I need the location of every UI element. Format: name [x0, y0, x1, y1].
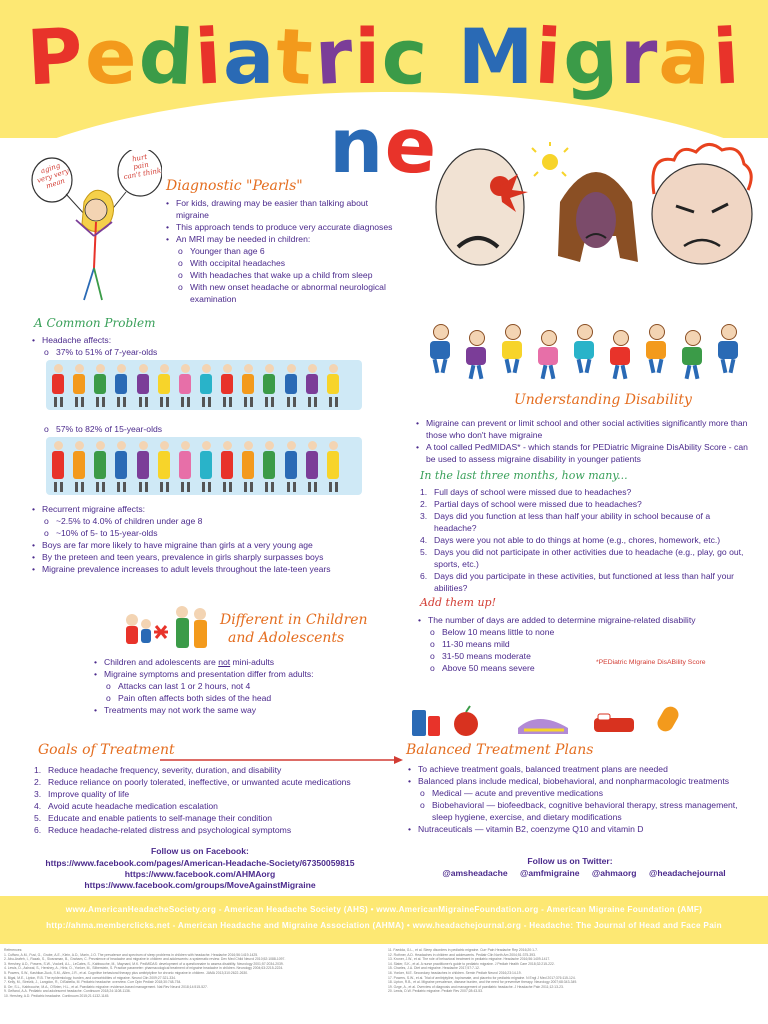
common-stat-7yo: o 37% to 51% of 7-year-olds — [30, 346, 370, 358]
playing-kid — [718, 324, 740, 378]
kid-figure — [285, 364, 299, 406]
list-item: • Migraine can prevent or limit school and other social activities significantly more than those who don't have migraine — [414, 417, 754, 441]
numbered-item: 4. Avoid acute headache medication escalation — [34, 800, 394, 812]
twitter-handle[interactable]: @ahmaorg — [591, 868, 649, 878]
reference-line: 14. Slater, S.K., et al. A nurse practitioner's guide to pediatric migraine. J Pediatr Health Care 2018;32:215-222. — [388, 961, 555, 966]
kids-playing-illustration — [430, 324, 760, 384]
list-item: • This approach tends to produce very accurate diagnoses — [164, 221, 400, 233]
playing-kid — [610, 330, 632, 384]
title-letter: M — [457, 12, 536, 101]
kid-figure — [306, 364, 320, 406]
list-item: o ~2.5% to 4.0% of children under age 8 — [30, 515, 380, 527]
kid-figure — [306, 441, 320, 491]
reference-line: 8. Orr, S.L., Kabbouche, M.A., O'Brien, H.L., et al. Paediatric migraine: evidence-based management. Nat Rev Neurol 2018;14:515-527. — [4, 984, 208, 989]
diagnostic-title: Diagnostic "Pearls" — [166, 178, 303, 194]
different-list — [92, 656, 392, 716]
kid-figure — [285, 441, 299, 491]
twitter-handle[interactable]: @headachejournal — [648, 868, 726, 878]
title-letter: c — [379, 10, 432, 103]
facebook-link[interactable]: https://www.facebook.com/pages/American-Headache-Society/67350059815 — [45, 858, 355, 868]
references-left — [4, 948, 378, 999]
kid-figure — [137, 441, 151, 491]
list-item: o Younger than age 6 — [164, 245, 400, 257]
kids-group-15yo-illustration — [46, 437, 362, 495]
list-item: • Nutraceuticals — vitamin B2, coenzyme Q10 and vitamin D — [406, 823, 758, 835]
kid-figure — [179, 364, 193, 406]
kid-figure — [52, 364, 66, 406]
kid-figure — [94, 364, 108, 406]
kid-figure — [73, 364, 87, 406]
playing-kid — [466, 330, 488, 384]
playing-kid — [574, 324, 596, 378]
twitter-handle[interactable]: @amsheadache — [442, 868, 520, 878]
list-item: o ~10% of 5- to 15-year-olds — [30, 527, 380, 539]
reference-line: References: — [4, 948, 23, 952]
common-stat-15yo: o 57% to 82% of 15-year-olds — [30, 423, 370, 435]
reference-line: 11. Faedda, G.L., et al. Sleep disorders in pediatric migraine. Curr Pain Headache Rep 2016;20:1-7. — [388, 948, 538, 952]
title-letter: a — [657, 10, 715, 103]
title-letter: e — [382, 99, 442, 192]
title-letter: i — [710, 11, 743, 102]
bubble-left-text: aging very very mean — [36, 161, 70, 191]
kid-figure — [73, 441, 87, 491]
kid-figure — [158, 441, 172, 491]
balanced-title: Balanced Treatment Plans — [406, 742, 594, 758]
reference-line: 12. Rothner, A.D. Headaches in children and adolescents. Pediatr Clin North Am 2004;51:375-393. — [388, 952, 536, 957]
child-vs-adult-illustration — [120, 604, 214, 656]
title-letter: r — [619, 12, 660, 101]
kid-figure — [263, 364, 277, 406]
treatment-icons-illustration — [408, 702, 698, 740]
common-problem-list — [30, 503, 380, 575]
list-item: o 11-30 means mild — [416, 638, 746, 650]
list-item: o With new onset headache or abnormal neurological examination — [164, 281, 400, 305]
title-letter: i — [533, 11, 566, 102]
list-item: • An MRI may be needed in children: — [164, 233, 400, 245]
reference-line: 19. Ozge, A., et al. Overview of diagnosis and management of paediatric headache. J Headache Pain 2011;12:13-23. — [388, 984, 564, 989]
reference-line: 4. Lewis, D., Ashwal, S., Hershey, A., Hirtz, D., Yonker, M., Silberstein, S. Practice parameter: pharmacological treatment of migraine headache in children. Neurology 2004;63:2215-2224. — [4, 966, 284, 971]
list-item: o Pain often affects both sides of the head — [92, 692, 392, 704]
playing-kid — [502, 324, 524, 378]
title-letter: a — [223, 12, 277, 101]
numbered-item: 3. Days did you function at less than half your ability in school because of a headache? — [420, 510, 750, 534]
diagnostic-list — [164, 197, 400, 305]
kid-figure — [327, 441, 341, 491]
goals-title: Goals of Treatment — [38, 742, 175, 758]
list-item: • Boys are far more likely to have migraine than girls at a very young age — [30, 539, 380, 551]
footer-band — [0, 896, 768, 944]
list-item: • By the preteen and teen years, prevalence in girls sharply surpasses boys — [30, 551, 380, 563]
balanced-list — [406, 763, 758, 835]
pedmidas-footnote: *PEDiatric MIgraine DisABility Score — [596, 659, 706, 666]
footer-links-line1[interactable]: www.AmericanHeadacheSociety.org - American Headache Society (AHS) • www.AmericanMigraineFoundation.org - American Migraine Foundation (AMF) — [65, 905, 703, 914]
list-item: • The number of days are added to determine migraine-related disability — [416, 614, 746, 626]
list-item: o 31-50 means moderate — [416, 650, 746, 662]
title-letter: i — [354, 12, 383, 101]
different-title-line1: Different in Children — [220, 612, 368, 628]
list-item: • Recurrent migraine affects: — [30, 503, 380, 515]
reference-line: 15. Charles, J.A. Diet and migraine. Headache 2017;57:7-12. — [388, 966, 480, 971]
list-item: • Migraine prevalence increases to adult levels throughout the late-teen years — [30, 563, 380, 575]
reference-line: 6. Bigal, M.E., Lipton, R.B. The epidemiology, burden, and comorbidities of migraine. Neurol Clin 2009;27:321-334. — [4, 975, 176, 980]
reference-line: 13. Kroner, J.W., et al. The role of behavioral treatment in pediatric migraine. Headache 2016;56:1409-1417. — [388, 957, 551, 962]
goals-list — [34, 764, 394, 836]
pedmidas-questions — [420, 486, 750, 594]
list-item: • For kids, drawing may be easier than talking about migraine — [164, 197, 400, 221]
disability-title: Understanding Disability — [514, 392, 692, 408]
numbered-item: 4. Days were you not able to do things at home (e.g., chores, homework, etc.) — [420, 534, 750, 546]
list-item: o Below 10 means little to none — [416, 626, 746, 638]
different-title-line2: and Adolescents — [228, 630, 345, 646]
facebook-links — [10, 858, 390, 891]
kid-figure — [115, 364, 129, 406]
title-letter: r — [312, 11, 357, 102]
three-months-title: In the last three months, how many... — [420, 469, 628, 482]
list-item: o Above 50 means severe — [416, 662, 746, 674]
kid-figure — [52, 441, 66, 491]
add-them-up-title: Add them up! — [420, 596, 497, 609]
bubble-right-text: hurt pain can't think — [123, 152, 162, 182]
kid-figure — [221, 441, 235, 491]
reference-line: 7. Kelly, M., Strelzik, J., Langdon, R., DiSabella, M. Pediatric headache: overview. Curr Opin Pediatr 2018;30:748-754. — [4, 980, 182, 985]
numbered-item: 5. Days you did not participate in other activities due to headache (e.g., play, go out, sports, etc.) — [420, 546, 750, 570]
kid-figure — [242, 441, 256, 491]
kid-figure — [179, 441, 193, 491]
kid-figure — [242, 364, 256, 406]
facebook-title: Follow us on Facebook: — [151, 846, 249, 856]
list-item: o Biobehavioral — biofeedback, cognitive behavioral therapy, stress management, sleep hygiene, exercise, and dietary modifications — [406, 799, 758, 823]
kid-figure — [200, 441, 214, 491]
twitter-handle[interactable]: @amfmigraine — [520, 868, 592, 878]
kid-figure — [158, 364, 172, 406]
twitter-title: Follow us on Twitter: — [527, 856, 613, 866]
common-intro-list — [30, 334, 370, 358]
kid-figure — [94, 441, 108, 491]
facebook-link[interactable]: https://www.facebook.com/groups/MoveAgainstMigraine — [84, 880, 316, 890]
title-letter: e — [85, 12, 139, 101]
playing-kid — [682, 330, 704, 384]
numbered-item: 1. Full days of school were missed due to headaches? — [420, 486, 750, 498]
reference-line: 9. Gelfand, A.A. Pediatric and adolescent headache. Continuum 2018;24:1108-1136. — [4, 989, 131, 994]
disability-list — [414, 417, 754, 465]
child-drawing-faces — [430, 142, 760, 267]
common-problem-title: A Common Problem — [34, 316, 156, 330]
reference-line: 1. Cuffaro, A.M., Fusi, G., Grube, A.E., Klein, A.D., Marin, J.O. The prevalence and spectrum of sleep problems in children with headache. Headache 2016;56:1419-1425. — [4, 952, 259, 957]
title-letter: g — [561, 10, 623, 103]
numbered-item: 5. Educate and enable patients to self-manage their condition — [34, 812, 394, 824]
reference-line: 18. Lipton, R.B., et al. Migraine prevalence, disease burden, and the need for preventive therapy. Neurology 2007;68:343-349. — [388, 980, 578, 985]
title-letter: i — [192, 11, 226, 102]
stick-figure-illustration — [30, 150, 162, 308]
title-letter: t — [274, 11, 317, 102]
common-intro: • Headache affects: — [30, 334, 370, 346]
list-item: • Balanced plans include medical, biobehavioral, and nonpharmacologic treatments — [406, 775, 758, 787]
list-item: • A tool called PedMIDAS* - which stands for PEDiatric Migraine DisAbility Score - can be used to assess migraine disability in younger patients — [414, 441, 754, 465]
list-item: • Treatments may not work the same way — [92, 704, 392, 716]
list-item: o Attacks can last 1 or 2 hours, not 4 — [92, 680, 392, 692]
numbered-item: 1. Reduce headache frequency, severity, duration, and disability — [34, 764, 394, 776]
kid-figure — [137, 364, 151, 406]
kids-group-7yo-illustration — [46, 360, 362, 410]
footer-links-line2[interactable]: http://ahma.memberclicks.net - American Headache and Migraine Association (AHMA) • www.headachejournal.org - Headache: The Journal of Head and Face Pain — [46, 921, 722, 930]
playing-kid — [538, 330, 560, 384]
title-letter — [427, 11, 460, 101]
facebook-link[interactable]: https://www.facebook.com/AHMAorg — [124, 869, 276, 879]
playing-kid — [646, 324, 668, 378]
reference-line: 10. Hershey, A.D. Pediatric headache. Continuum 2015;21:1132-1145. — [4, 993, 110, 998]
reference-line: 2. Abu-Arafeh, I., Razak, S., Sivaraman, B., Graham, C. Prevalence of headache and migraine in children and adolescents: a systematic review. Dev Med Child Neurol 2010;52:1088-1097. — [4, 957, 286, 962]
reference-line: 16. Yonker, M.E. Secondary headaches in children. Semin Pediatr Neurol 2016;23:14-19. — [388, 970, 522, 975]
kid-figure — [221, 364, 235, 406]
kid-figure — [200, 364, 214, 406]
list-item: • Migraine symptoms and presentation differ from adults: — [92, 668, 392, 680]
numbered-item: 2. Partial days of school were missed due to headaches? — [420, 498, 750, 510]
numbered-item: 6. Reduce headache-related distress and psychological symptoms — [34, 824, 394, 836]
playing-kid — [430, 324, 452, 378]
list-item: o With headaches that wake up a child from sleep — [164, 269, 400, 281]
list-item: • Children and adolescents are not mini-adults — [92, 656, 392, 668]
goals-to-plans-arrow — [160, 752, 404, 762]
list-item: o Medical — acute and preventive medications — [406, 787, 758, 799]
reference-line: 3. Hershey, A.D., Powers, S.W., Vockell, A.L., LeCates, S., Kabbouche, M., Maynard, M.K. PedMIDAS: development of a questionnaire to assess disability. Neurology 2001;57:2034-2039. — [4, 961, 284, 966]
common-stat-15yo-list — [30, 423, 370, 435]
title-letter: d — [136, 10, 198, 103]
reference-line: 17. Powers, S.W., et al. Trial of amitriptyline, topiramate, and placebo for pediatric migraine. N Engl J Med 2017;376:115-124. — [388, 975, 576, 980]
numbered-item: 6. Days did you participate in these activities, but functioned at less than half your abilities? — [420, 570, 750, 594]
reference-line: 5. Powers, S.W., Kashikar-Zuck, S.M., Allen, J.R., et al. Cognitive behavioral therapy plus amitriptyline for chronic migraine in children. JAMA 2013;310:2622-2630. — [4, 970, 249, 975]
title-letter: n — [329, 101, 386, 190]
references-right — [388, 948, 764, 994]
list-item: • To achieve treatment goals, balanced treatment plans are needed — [406, 763, 758, 775]
kid-figure — [263, 441, 277, 491]
twitter-handles — [400, 868, 768, 878]
title-letter: P — [25, 10, 88, 103]
numbered-item: 2. Reduce reliance on poorly tolerated, ineffective, or unwanted acute medications — [34, 776, 394, 788]
kid-figure — [115, 441, 129, 491]
numbered-item: 3. Improve quality of life — [34, 788, 394, 800]
list-item: o With occipital headaches — [164, 257, 400, 269]
reference-line: 20. Lewis, D.W. Pediatric migraine. Pediatr Rev 2007;28:43-53. — [388, 989, 483, 994]
kid-figure — [327, 364, 341, 406]
